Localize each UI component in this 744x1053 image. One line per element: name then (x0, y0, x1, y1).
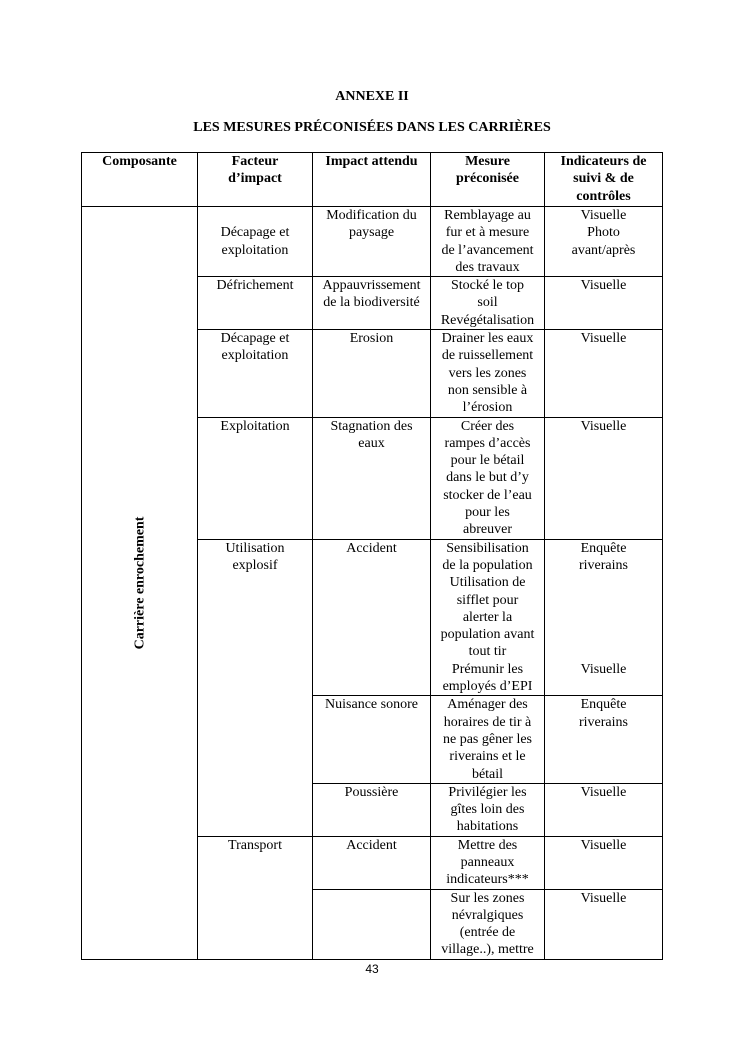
composante-cell (82, 207, 198, 960)
header-facteur: Facteur d’impact (198, 153, 313, 207)
mesure-cell: Créer des rampes d’accès pour le bétail dans le but d’y stocker de l’eau pour les abreuver (431, 417, 545, 539)
header-composante: Composante (82, 153, 198, 207)
impact-cell: Erosion (313, 330, 431, 417)
mesure-cell: Privilégier les gîtes loin des habitations (431, 783, 545, 836)
header-mesure: Mesure préconisée (431, 153, 545, 207)
indicateur-cell: Visuelle (545, 330, 663, 417)
impact-cell (313, 889, 431, 959)
facteur-cell: Décapage et exploitation (198, 207, 313, 277)
impact-cell: Appauvrissement de la biodiversité (313, 277, 431, 330)
impact-cell: Nuisance sonore (313, 696, 431, 783)
mesure-cell: Stocké le top soil Revégétalisation (431, 277, 545, 330)
indicateur-cell: Visuelle (545, 889, 663, 959)
table-row (82, 207, 663, 277)
page-title: LES MESURES PRÉCONISÉES DANS LES CARRIÈRES (193, 120, 551, 135)
facteur-cell: Défrichement (198, 277, 313, 330)
indicateur-cell: Visuelle (545, 417, 663, 539)
composante-label: Carrière enrochement (131, 516, 147, 650)
page-number: 43 (365, 962, 379, 976)
indicateur-cell: Visuelle Photo avant/après (545, 207, 663, 277)
facteur-cell: Transport (198, 836, 313, 959)
impact-cell: Accident (313, 836, 431, 889)
mesure-cell: Sur les zones névralgiques (entrée de village..), mettre (431, 889, 545, 959)
mesure-cell: Sensibilisation de la population Utilisation de sifflet pour alerter la population avant tout tir Prémunir les employés d’EPI (431, 539, 545, 696)
mesure-cell: Aménager des horaires de tir à ne pas gêner les riverains et le bétail (431, 696, 545, 783)
indicateur-cell: Visuelle (545, 836, 663, 889)
impact-cell: Modification du paysage (313, 207, 431, 277)
mesure-cell: Drainer les eaux de ruissellement vers les zones non sensible à l’érosion (431, 330, 545, 417)
header-impact: Impact attendu (313, 153, 431, 207)
impact-cell: Accident (313, 539, 431, 696)
indicateur-cell: Visuelle (545, 277, 663, 330)
facteur-cell: Décapage et exploitation (198, 330, 313, 417)
facteur-cell: Exploitation (198, 417, 313, 539)
measures-table (81, 152, 663, 960)
indicateur-cell: Visuelle (545, 783, 663, 836)
mesure-cell: Remblayage au fur et à mesure de l’avancement des travaux (431, 207, 545, 277)
header-indicateurs: Indicateurs de suivi & de contrôles (545, 153, 663, 207)
indicateur-cell: Enquête riverains (545, 696, 663, 783)
table-header-row (82, 153, 663, 207)
mesure-cell: Mettre des panneaux indicateurs*** (431, 836, 545, 889)
annex-label: ANNEXE II (335, 89, 409, 104)
facteur-cell: Utilisation explosif (198, 539, 313, 836)
indicateur-cell: Enquête riverains Visuelle (545, 539, 663, 696)
impact-cell: Stagnation des eaux (313, 417, 431, 539)
impact-cell: Poussière (313, 783, 431, 836)
